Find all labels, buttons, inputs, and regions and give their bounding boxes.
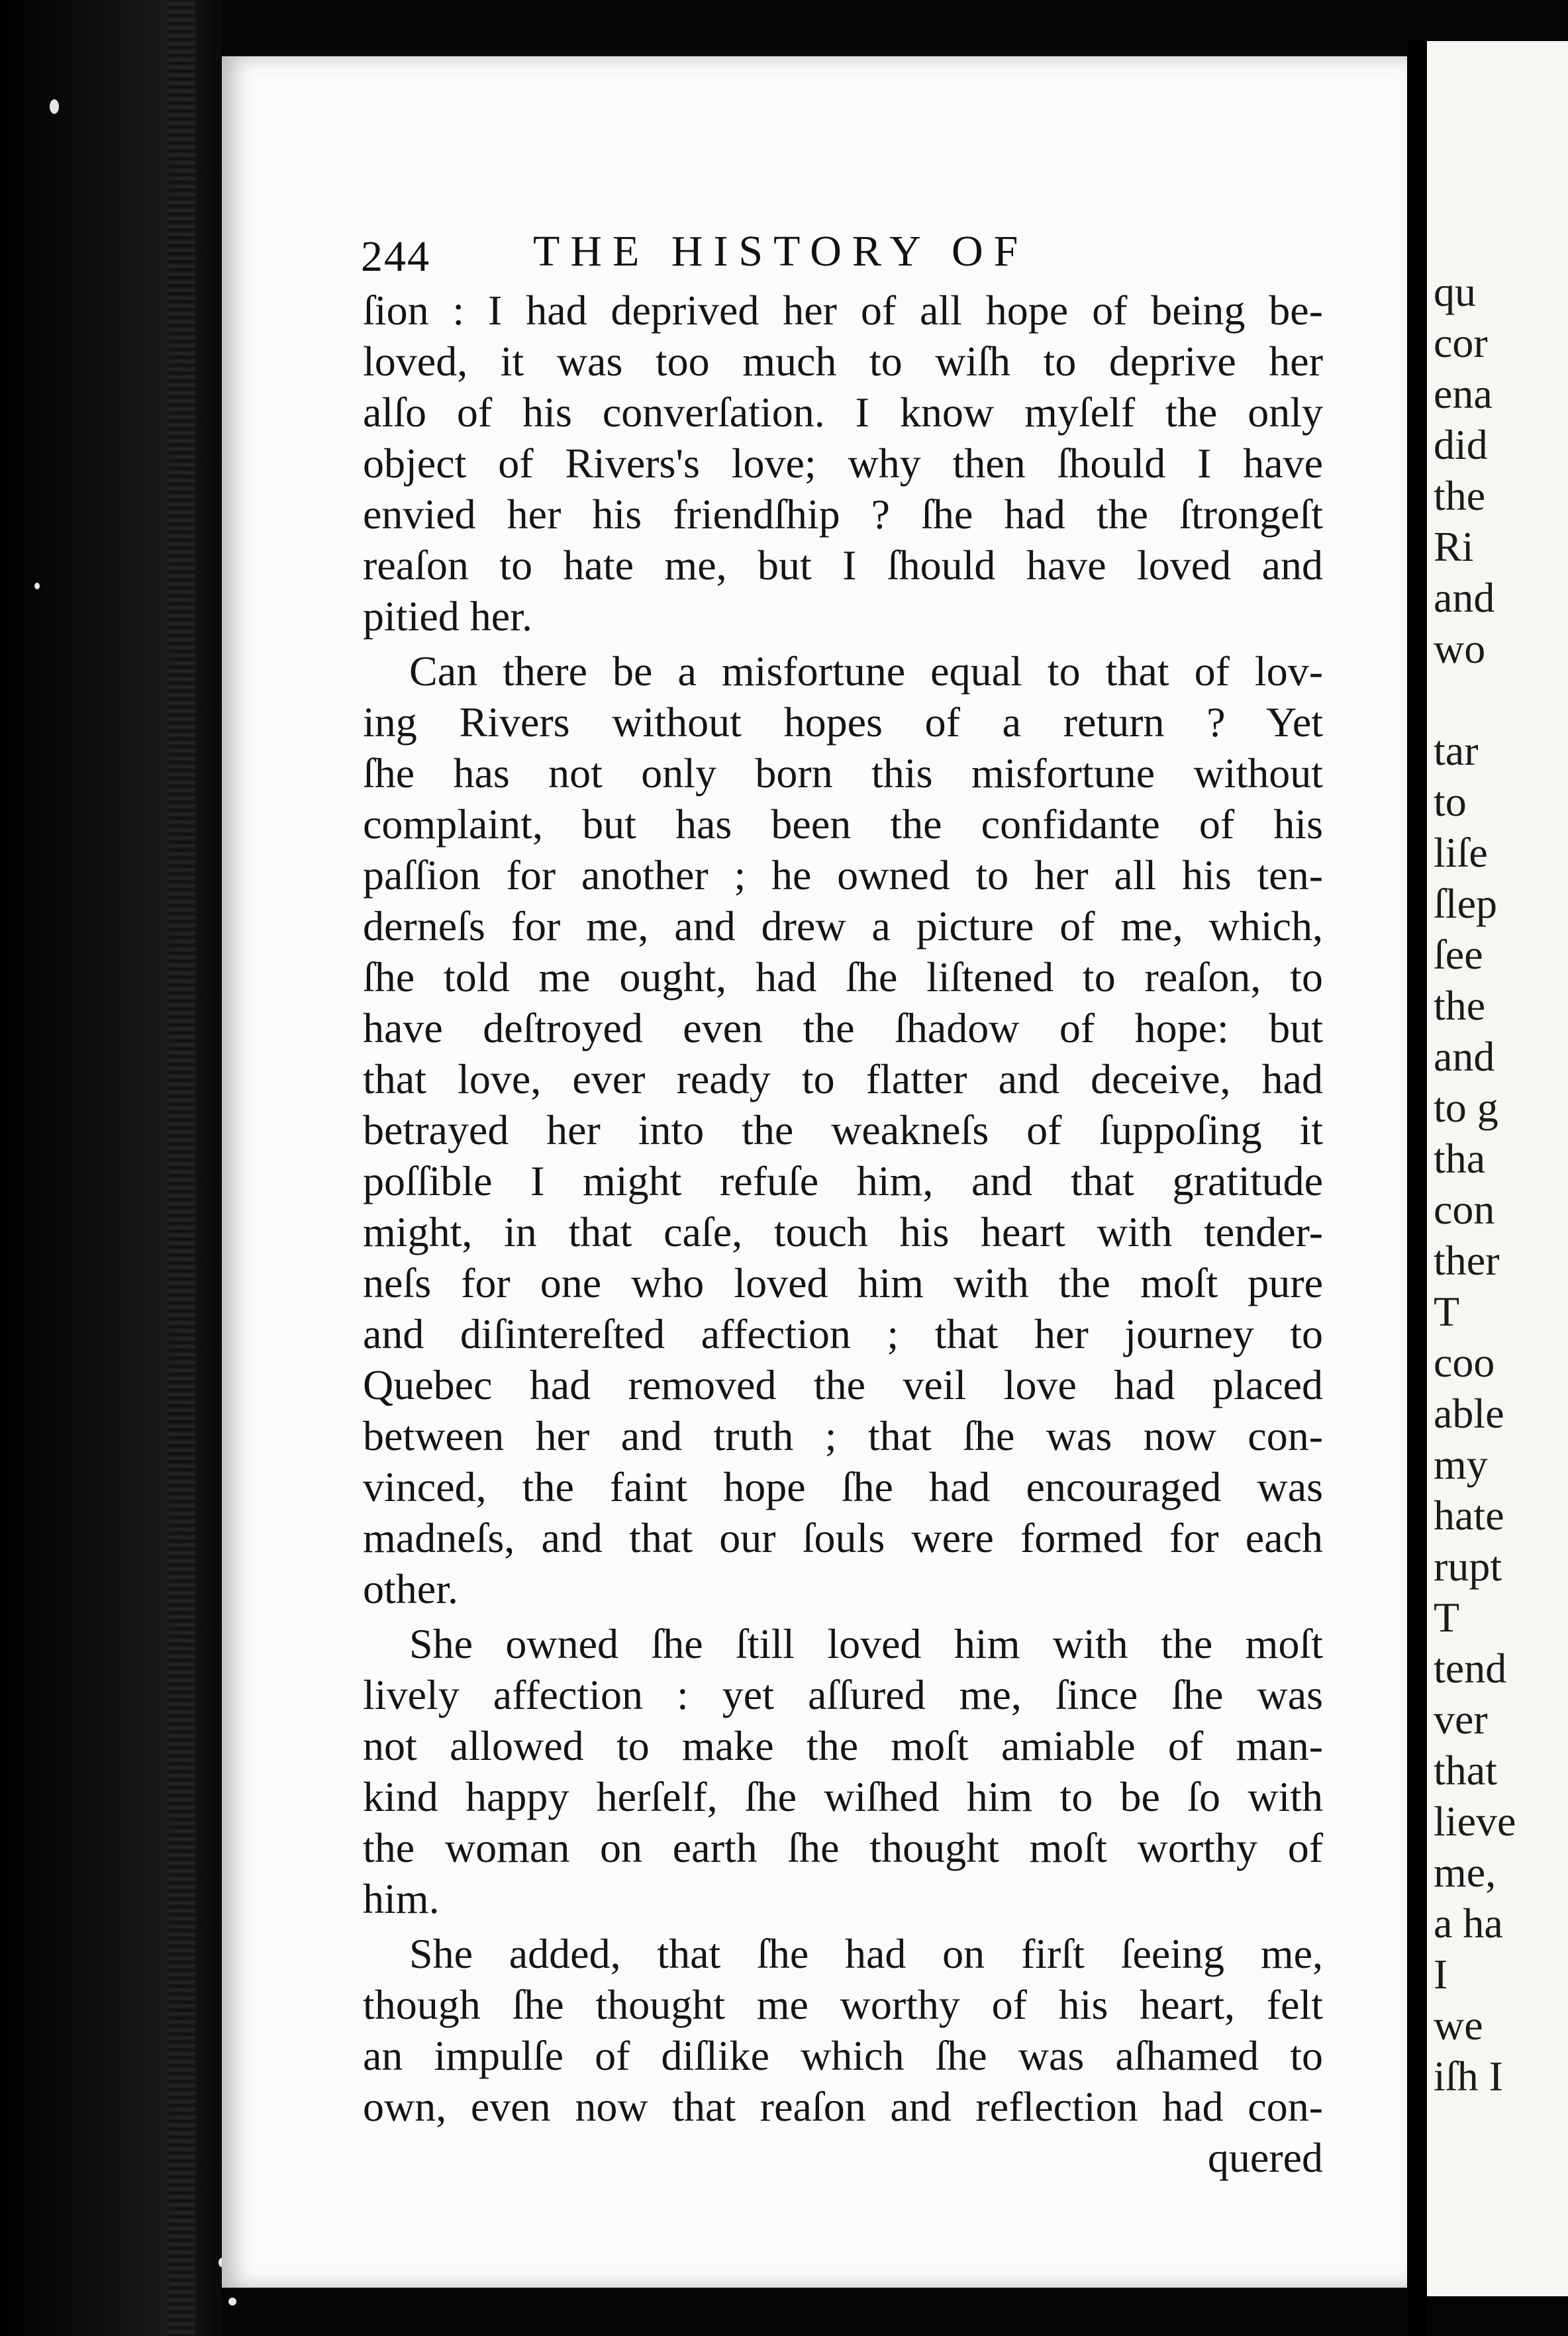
text-line: though ſhe thought me worthy of his heart, felt [363, 1981, 1323, 2028]
text-line: She owned ſhe ſtill loved him with the moſt [409, 1620, 1323, 1667]
scan-speck [50, 99, 59, 114]
running-title: THE HISTORY OF [533, 227, 1029, 275]
text-line: other. [363, 1565, 458, 1612]
right-page-line: me, [1434, 1849, 1496, 1896]
right-page-line: liſe [1434, 829, 1488, 876]
right-page-line: T [1434, 1288, 1460, 1335]
right-page-line: cor [1434, 319, 1488, 366]
right-page-line: did [1434, 421, 1488, 468]
right-page-line: to [1434, 778, 1467, 825]
text-line: and diſintereſted affection ; that her journey to [363, 1310, 1323, 1357]
right-page-line: con [1434, 1186, 1495, 1233]
text-line: complaint, but has been the confidante of his [363, 801, 1323, 848]
right-page-line: that [1434, 1747, 1497, 1794]
right-page-line: wo [1434, 625, 1486, 672]
text-line: ſion : I had deprived her of all hope of being be- [363, 287, 1323, 334]
right-page-line: tha [1434, 1135, 1486, 1182]
right-page-line: my [1434, 1441, 1488, 1488]
right-page-line: T [1434, 1594, 1460, 1641]
right-page-line: lieve [1434, 1798, 1516, 1845]
text-line: ing Rivers without hopes of a return ? Yet [363, 699, 1323, 746]
text-line: ſhe told me ought, had ſhe liſtened to reaſon, to [363, 953, 1323, 1000]
text-line: him. [363, 1875, 440, 1922]
right-page-line: tend [1434, 1645, 1507, 1692]
right-page-line: tar [1434, 727, 1479, 774]
scan-speck [228, 2298, 236, 2306]
right-page-text [1434, 266, 1568, 2102]
text-line: kind happy herſelf, ſhe wiſhed him to be ſo with [363, 1773, 1323, 1820]
text-line: pitied her. [363, 593, 532, 640]
page-gutter [1407, 40, 1427, 2336]
text-line: might, in that caſe, touch his heart with tender- [363, 1208, 1323, 1255]
right-page-line: rupt [1434, 1543, 1502, 1590]
right-page-line: ſlep [1434, 880, 1497, 927]
right-page-line: ther [1434, 1237, 1500, 1284]
text-line: Quebec had removed the veil love had placed [363, 1361, 1323, 1408]
text-line: She added, that ſhe had on firſt ſeeing me, [409, 1930, 1323, 1977]
text-line: lively affection : yet aſſured me, ſince ſhe was [363, 1671, 1323, 1718]
right-page-line: to g [1434, 1084, 1498, 1131]
right-page-line: the [1434, 472, 1486, 519]
text-line: object of Rivers's love; why then ſhould I have [363, 440, 1323, 487]
text-line: reaſon to hate me, but I ſhould have loved and [363, 542, 1323, 589]
right-page-line: coo [1434, 1339, 1495, 1386]
right-page [1427, 41, 1568, 2296]
right-page-line: and [1434, 574, 1495, 621]
right-page-line: a ha [1434, 1900, 1503, 1947]
right-page-line: iſh I [1434, 2053, 1503, 2100]
right-page-line: I [1434, 1951, 1448, 1998]
page-number: 244 [361, 232, 430, 281]
text-line: paſſion for another ; he owned to her all his ten- [363, 852, 1323, 899]
catchword: quered [1207, 2134, 1323, 2181]
right-page-line: Ri [1434, 523, 1474, 570]
text-line: madneſs, and that our ſouls were formed for each [363, 1514, 1323, 1561]
right-page-line [1434, 674, 1568, 725]
right-page-line: able [1434, 1390, 1504, 1437]
text-line: ſhe has not only born this misfortune without [363, 750, 1323, 797]
text-line: poſſible I might refuſe him, and that gratitude [363, 1157, 1323, 1204]
right-page-line: qu [1434, 268, 1476, 315]
binding-edge [169, 0, 195, 2336]
right-page-line: ena [1434, 370, 1493, 417]
text-line: loved, it was too much to wiſh to deprive her [363, 338, 1323, 385]
right-page-line: ſee [1434, 931, 1483, 978]
text-line: that love, ever ready to flatter and deceive, had [363, 1055, 1323, 1102]
right-page-line: we [1434, 2002, 1483, 2049]
right-page-line: and [1434, 1033, 1495, 1080]
right-page-line: ver [1434, 1696, 1488, 1743]
text-line: envied her his friendſhip ? ſhe had the ſtrongeſt [363, 491, 1323, 538]
scan-speck [34, 583, 40, 589]
text-line: not allowed to make the moſt amiable of man- [363, 1722, 1323, 1769]
text-line: neſs for one who loved him with the moſt pure [363, 1259, 1323, 1306]
body-text [363, 285, 1323, 2183]
text-line: the woman on earth ſhe thought moſt worthy of [363, 1824, 1323, 1871]
text-line: vinced, the faint hope ſhe had encouraged was [363, 1463, 1323, 1510]
right-page-line: hate [1434, 1492, 1504, 1539]
text-line: own, even now that reaſon and reflection had con- [363, 2083, 1323, 2130]
text-line: between her and truth ; that ſhe was now con- [363, 1412, 1323, 1459]
text-line: alſo of his converſation. I know myſelf the only [363, 389, 1323, 436]
right-page-line: the [1434, 982, 1486, 1029]
text-line: betrayed her into the weakneſs of ſuppoſing it [363, 1106, 1323, 1153]
text-line: have deſtroyed even the ſhadow of hope: but [363, 1004, 1323, 1051]
text-line: Can there be a misfortune equal to that of lov- [409, 648, 1323, 695]
text-line: an impulſe of diſlike which ſhe was aſhamed to [363, 2032, 1323, 2079]
text-line: derneſs for me, and drew a picture of me, which, [363, 902, 1323, 949]
